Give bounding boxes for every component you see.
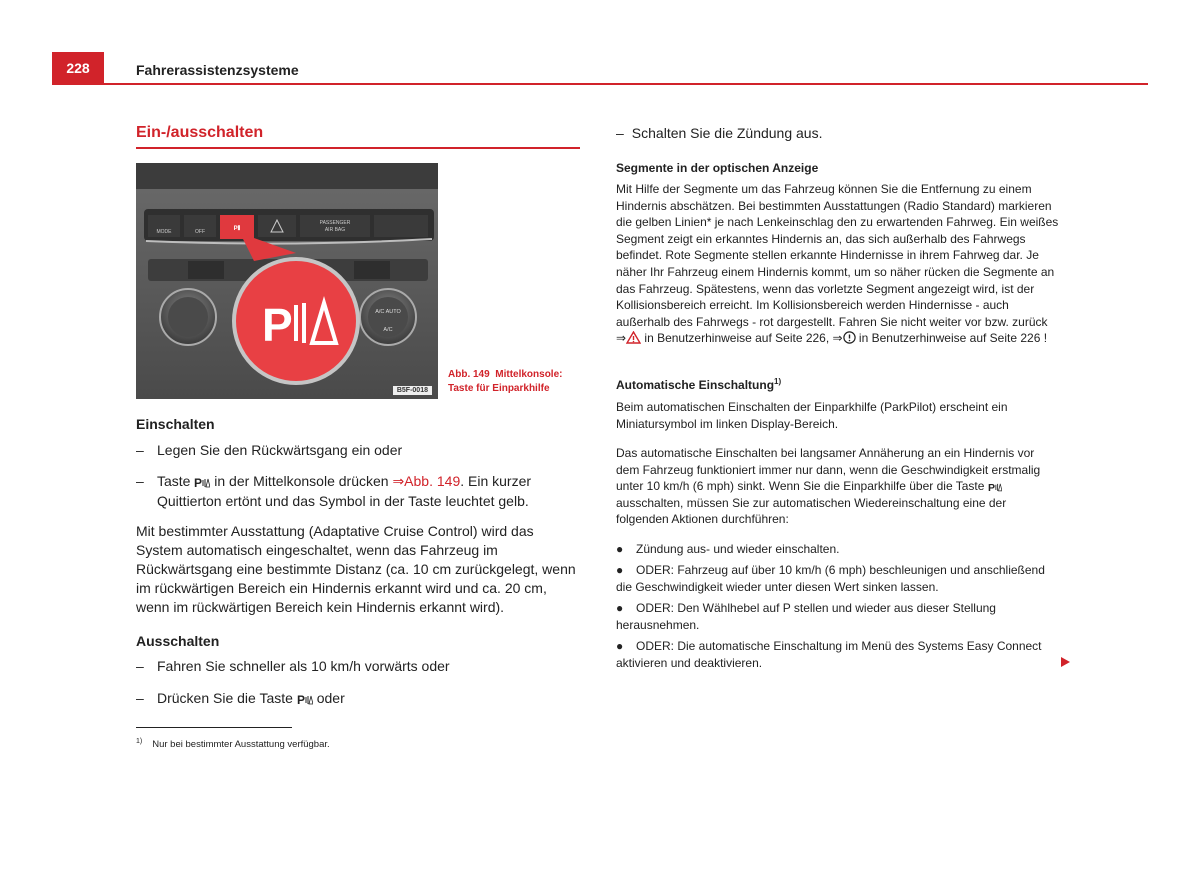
list-item: – Fahren Sie schneller als 10 km/h vorwärts oder [136,656,580,676]
bullet-text: ODER: Die automatische Einschaltung im Menü des Systems Easy Connect aktivieren und deaktivieren. [616,639,1042,670]
footnote-rule [136,727,292,728]
off-label: OFF [195,229,205,235]
header-rule [52,83,1148,85]
figure-caption [448,368,562,396]
auto-paragraph-2 [616,445,1060,528]
right-dash-item: Schalten Sie die Zündung aus. [631,125,823,141]
bullet-text: ODER: Den Wählhebel auf P stellen und wieder aus dieser Stellung herausnehmen. [616,601,996,632]
parking-sensor-icon [194,476,210,488]
continue-arrow-icon[interactable] [1061,657,1070,667]
segmente-paragraph [616,181,1060,347]
list-item: ● Zündung aus- und wieder einschalten. [616,541,1060,558]
segmente-heading: Segmente in der optischen Anzeige [616,161,819,175]
center-console-illustration [136,163,438,399]
auto-text: Das automatische Einschalten bei langsamer Annäherung an ein Hindernis vor dem Fahrzeug funktioniert immer nur dann, wenn die Geschwindigkeit erstmalig unter 10 km/h (6 mph) sinkt. Wenn Sie die Einparkhilfe über die Taste [616,446,1041,494]
item-text: Taste [157,473,195,489]
einschalten-paragraph: Mit bestimmter Ausstattung (Adaptative Cruise Control) wird das System automatisch eingeschaltet, wenn das Fahrzeug im Rückwärtsgang eine bestimmte Distanz (ca. 10 cm zurückgelegt, wenn im rückwärtigen Bereich ein Hindernis erkannt wird und ca. 20 cm, wenn im rückwärtigen Bereich kein Hindernis erkannt wird). [136,523,576,615]
list-item: – Drücken Sie die Taste P oder [136,690,345,706]
auto-paragraph-1: Beim automatischen Einschalten der Einparkhilfe (ParkPilot) erscheint ein Miniatursymbol im linken Display-Bereich. [616,400,1008,431]
parking-sensor-icon [297,693,313,705]
footnote-marker: 1) [136,738,143,745]
figure-code: B5F-0018 [393,386,432,395]
auto-heading [616,377,781,392]
svg-text:P: P [987,482,995,493]
section-rule [136,147,580,149]
figure-reference-link[interactable]: ⇒Abb. 149 [392,473,461,489]
item-text: oder [312,690,345,706]
list-item: – Legen Sie den Rückwärtsgang ein oder [136,440,580,460]
parking-sensor-icon [988,481,1002,492]
svg-text:P: P [194,476,203,488]
auto-heading-text: Automatische Einschaltung [616,378,775,392]
svg-text:P: P [296,693,305,705]
section-title: Ein-/ausschalten [136,124,264,141]
passenger-label-2: AIR BAG [324,227,346,233]
item-text: . Ein kurzer Quittierton ertönt und das Symbol in der Taste leuchtet gelb. [157,473,532,509]
warning-triangle-icon[interactable] [626,331,641,344]
item-text: Drücken Sie die Taste [157,690,297,706]
caption-label: Abb. 149 [448,369,490,380]
ausschalten-item-1: Fahren Sie schneller als 10 km/h vorwärts oder [157,658,450,674]
list-item: – Taste P in der Mittelkonsole drücken ⇒Abb. 149. Ein kurzer Quittierton ertönt und das Symbol in der Taste leuchtet gelb. [136,473,532,509]
passenger-label-1: PASSENGER [319,220,351,226]
figure-center-console [136,163,438,399]
chapter-title: Fahrerassistenzsysteme [136,62,299,78]
einschalten-heading: Einschalten [136,416,215,432]
list-item: ● ODER: Fahrzeug auf über 10 km/h (6 mph) beschleunigen und anschließend die Geschwindigkeit wieder unter diesen Wert sinken lassen. [616,562,1060,595]
svg-text:P⦀: P⦀ [233,226,241,232]
auto-text: ausschalten, müssen Sie zur automatischen Wiedereinschaltung eine der folgenden Aktionen durchführen: [616,495,1007,527]
ac-label: A/C [383,327,393,333]
bullet-text: ODER: Fahrzeug auf über 10 km/h (6 mph) beschleunigen und anschließend die Geschwindigkeit wieder unter diesen Wert sinken lassen. [616,563,1045,594]
ausschalten-heading: Ausschalten [136,633,220,649]
caption-title-2: Taste für Einparkhilfe [448,383,550,394]
svg-text:P: P [262,299,293,351]
item-text: in der Mittelkonsole drücken [210,473,393,489]
auto-heading-footnote-marker: 1) [774,377,782,386]
info-circle-icon[interactable] [843,331,856,344]
list-item: ● ODER: Die automatische Einschaltung im Menü des Systems Easy Connect aktivieren und deaktivieren. [616,638,1060,671]
ac-auto-label: A/C AUTO [375,309,401,315]
list-item: – Schalten Sie die Zündung aus. [616,125,823,141]
footnote-text: Nur bei bestimmter Ausstattung verfügbar. [152,739,330,751]
mode-label: MODE [156,229,172,235]
bullet-text: Zündung aus- und wieder einschalten. [636,542,840,556]
segmente-text: in Benutzerhinweise auf Seite 226, ⇒ [641,331,843,346]
segmente-text: Mit Hilfe der Segmente um das Fahrzeug können Sie die Entfernung zu einem Hindernis abschätzen. Bei bestimmten Ausstattungen (Radio Standard) markieren die gelben Linien* je nach Lenkeinschlag den zu erwartenden Fahrweg. Ein weißes Segment zeigt ein erkanntes Hindernis an, das sich außerhalb des Fahrwegs befindet. Rote Segmente stellen erkannte Hindernisse in ihrem Fahrweg dar. Je näher Ihr Fahrzeug einem Hindernis kommt, um so näher rücken die Segmente an das Fahrzeug. Spätestens, wenn das vorletzte Segment angezeigt wird, ist der Kollisionsbereich erreicht. Im Kollisionsbereich werden Hindernisse - auch außerhalb des Fahrwegs - rot dargestellt. Fahren Sie nicht weiter vor bzw. zurück ⇒ [616,182,1059,346]
page-number: 228 [52,52,104,84]
caption-title-1: Mittelkonsole: [495,369,563,380]
list-item: ● ODER: Den Wählhebel auf P stellen und wieder aus dieser Stellung herausnehmen. [616,600,1060,633]
einschalten-item-1: Legen Sie den Rückwärtsgang ein oder [157,442,403,458]
segmente-text: in Benutzerhinweise auf Seite 226 ! [855,331,1048,346]
footnote [136,738,330,750]
